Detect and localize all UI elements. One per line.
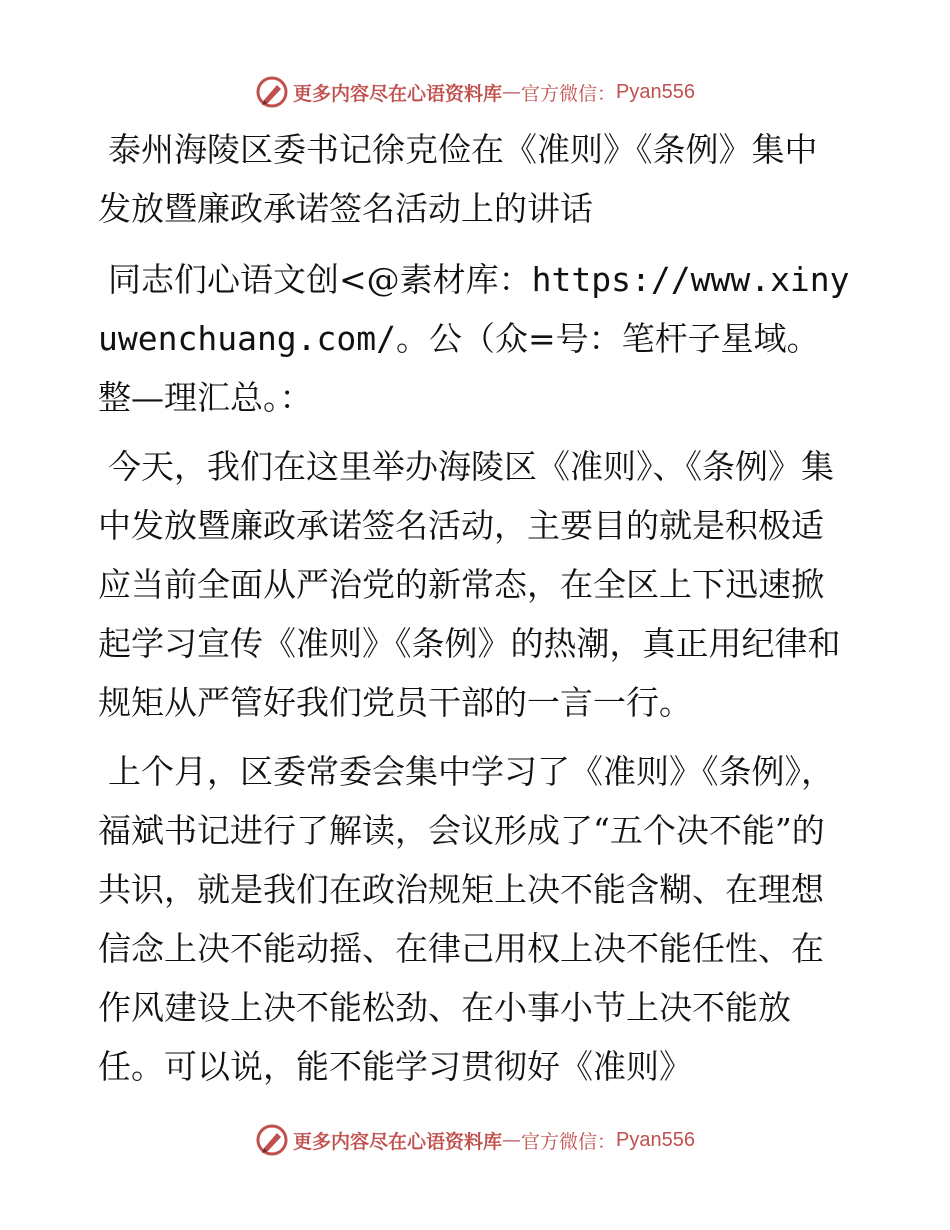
- banner-separator: —: [502, 81, 522, 103]
- source-url: https://www.xinyuwenchuang.com/: [98, 260, 850, 358]
- banner-wechat-label: 官方微信：: [521, 82, 617, 105]
- banner-separator: —: [502, 1129, 522, 1151]
- source-prefix: 同志们心语文创<@素材库：: [108, 260, 532, 299]
- footer-banner: [0, 1120, 950, 1160]
- banner-wechat-id: Pyan556: [616, 1128, 695, 1151]
- banner-brand: 更多内容尽在心语资料库: [293, 1130, 503, 1153]
- banner-brand: 更多内容尽在心语资料库: [293, 82, 503, 105]
- paragraph: 今天，我们在这里举办海陵区《准则》、《条例》集中发放暨廉政承诺签名活动，主要目的就是积极适应当前全面从严治党的新常态，在全区上下迅速掀起学习宣传《准则》《条例》的热潮，真正用纪律和规矩从严管好我们党员干部的一言一行。: [98, 447, 841, 722]
- header-banner: [0, 72, 950, 112]
- paragraph: 上个月，区委常委会集中学习了《准则》《条例》，福斌书记进行了解读，会议形成了“五个决不能”的共识，就是我们在政治规矩上决不能含糊、在理想信念上决不能动摇、在律己用权上决不能任性、在作风建设上决不能松劲、在小事小节上决不能放任。可以说，能不能学习贯彻好《准则》: [98, 752, 834, 1086]
- pen-logo-icon: [255, 75, 289, 109]
- banner-wechat-id: Pyan556: [616, 80, 695, 103]
- source-suffix: 。公（众=号：笔杆子星域。整—理汇总。：: [98, 319, 820, 417]
- document-body: [98, 120, 850, 1106]
- banner-wechat-label: 官方微信：: [521, 1130, 617, 1153]
- pen-logo-icon: [255, 1123, 289, 1157]
- document-title: 泰州海陵区委书记徐克俭在《准则》《条例》集中发放暨廉政承诺签名活动上的讲话: [98, 130, 818, 228]
- source-line: [98, 250, 850, 427]
